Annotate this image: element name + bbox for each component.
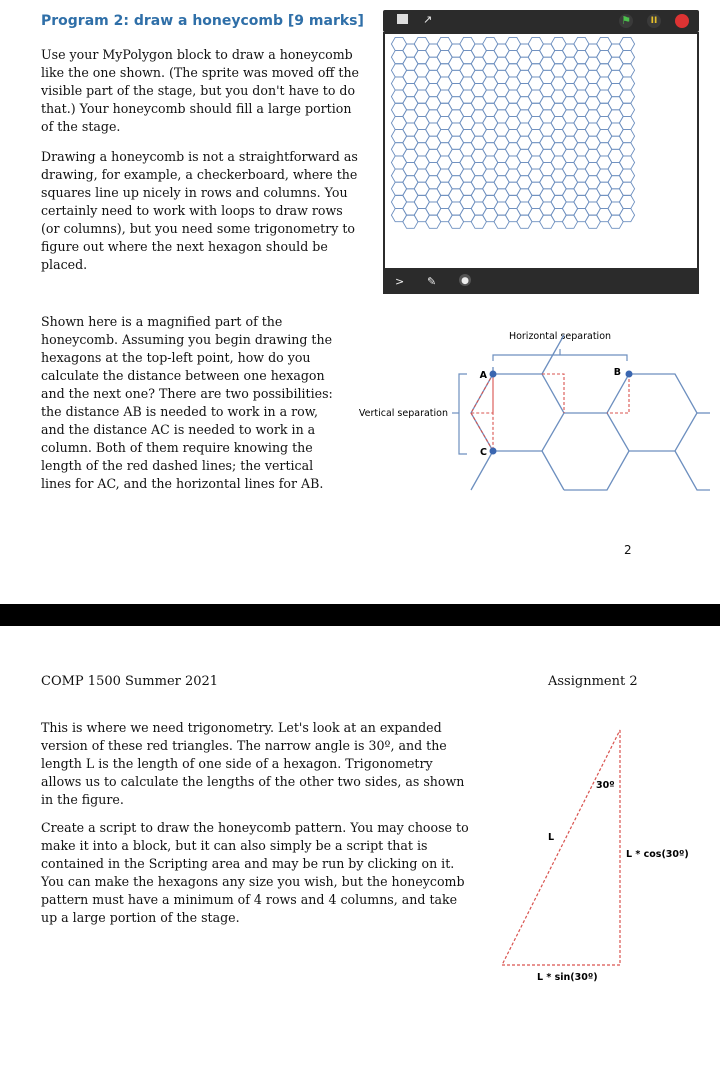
pencil-icon[interactable]: ✎ (427, 275, 437, 288)
text-line: Use your MyPolygon block to draw a honeycomb (41, 47, 353, 62)
course-header: COMP 1500 Summer 2021 (41, 674, 219, 689)
program-paragraph-3 (41, 313, 356, 493)
hexagon-cell (619, 143, 634, 156)
stage-bottom-bar (383, 270, 699, 294)
hexagon-cell (619, 195, 634, 208)
green-flag-icon[interactable]: ⚑ (619, 14, 633, 28)
hexagon-cell (619, 103, 634, 116)
file-icon[interactable] (397, 14, 408, 24)
text-line: of the stage. (41, 119, 121, 134)
text-line: in the figure. (41, 792, 124, 807)
trig-triangle (490, 720, 720, 995)
text-line: certainly need to work with loops to draw rows (41, 203, 343, 218)
text-line: that.) Your honeycomb should fill a large portion (41, 101, 352, 116)
text-line: calculate the distance between one hexagon (41, 368, 325, 383)
text-line: allows us to calculate the lengths of the other two sides, as shown (41, 774, 465, 789)
horizontal-separation-label: Horizontal separation (508, 331, 612, 342)
text-line: Shown here is a magnified part of the (41, 314, 283, 329)
text-line: figure out where the next hexagon should be (41, 239, 328, 254)
text-line: squares line up nicely in rows and columns. You (41, 185, 348, 200)
point-a (490, 371, 497, 378)
hexagon-lines (471, 335, 710, 490)
angle-label: 30º (596, 780, 615, 791)
text-line: column. Both of them require knowing the (41, 440, 313, 455)
text-line: like the one shown. (The sprite was moved off the (41, 65, 360, 80)
text-line: length L is the length of one side of a hexagon. Trigonometry (41, 756, 433, 771)
text-line: Create a script to draw the honeycomb pattern. You may choose to (41, 820, 469, 835)
point-c-label: C (480, 447, 487, 458)
assignment-header: Assignment 2 (548, 674, 638, 689)
stage-top-bar (383, 10, 699, 32)
triangle-outline (502, 730, 620, 965)
text-line: placed. (41, 257, 88, 272)
pause-icon[interactable]: II (647, 14, 661, 28)
trig-paragraph-1 (41, 719, 481, 809)
text-line: the distance AB is needed to work in a row, (41, 404, 319, 419)
hexagon-cell (619, 77, 634, 90)
program-heading: Program 2: draw a honeycomb [9 marks] (41, 13, 364, 29)
text-line: This is where we need trigonometry. Let's look at an expanded (41, 720, 442, 735)
text-line: hexagons at the top-left point, how do you (41, 350, 311, 365)
arrow-icon[interactable]: > (395, 275, 405, 288)
side-l-label: L (548, 832, 555, 843)
hexagon-cell (619, 116, 634, 129)
text-line: Drawing a honeycomb is not a straightforward as (41, 149, 358, 164)
text-line: (or columns), but you need some trigonometry to (41, 221, 355, 236)
hexagon-cell (619, 182, 634, 195)
text-line: and the distance AC is needed to work in a (41, 422, 316, 437)
stop-icon[interactable] (675, 14, 689, 28)
text-line: contained in the Scripting area and may be run by clicking on it. (41, 856, 455, 871)
hexagon-cell (619, 37, 634, 50)
text-line: visible part of the stage, but you don't have to do (41, 83, 356, 98)
text-line: up a large portion of the stage. (41, 910, 240, 925)
sin-label: L * sin(30º) (537, 972, 598, 983)
cos-label: L * cos(30º) (626, 849, 689, 860)
program-paragraph-2 (41, 148, 371, 274)
text-line: version of these red triangles. The narrow angle is 30º, and the (41, 738, 447, 753)
point-b (626, 371, 633, 378)
text-line: honeycomb. Assuming you begin drawing the (41, 332, 333, 347)
expand-icon[interactable]: ↗ (423, 13, 433, 26)
hexagon-cell (619, 51, 634, 64)
hexagon-cell (619, 64, 634, 77)
page-divider (0, 604, 720, 626)
text-line: make it into a block, but it can also simply be a script that is (41, 838, 428, 853)
magnified-diagram (355, 325, 720, 510)
camera-icon[interactable]: ● (459, 274, 471, 286)
hexagon-cell (619, 130, 634, 143)
hexagon-cell (619, 156, 634, 169)
vertical-separation-label: Vertical separation (358, 408, 448, 419)
stage (383, 32, 699, 270)
horizontal-bracket (493, 355, 627, 361)
point-c (490, 448, 497, 455)
text-line: You can make the hexagons any size you wish, but the honeycomb (41, 874, 465, 889)
program-paragraph-1 (41, 46, 371, 136)
vertical-bracket (459, 374, 467, 454)
hexagon-cell (619, 209, 634, 222)
text-line: and the next one? There are two possibilities: (41, 386, 333, 401)
trig-paragraph-2 (41, 819, 481, 927)
text-line: length of the red dashed lines; the vertical (41, 458, 314, 473)
text-line: lines for AC, and the horizontal lines for AB. (41, 476, 324, 491)
hexagon-cell (619, 169, 634, 182)
page-number: 2 (624, 543, 632, 557)
point-a-label: A (479, 370, 487, 381)
hexagon-cell (619, 90, 634, 103)
honeycomb-drawing (385, 34, 697, 268)
text-line: drawing, for example, a checkerboard, where the (41, 167, 358, 182)
point-b-label: B (613, 367, 621, 378)
text-line: pattern must have a minimum of 4 rows and 4 columns, and take (41, 892, 458, 907)
